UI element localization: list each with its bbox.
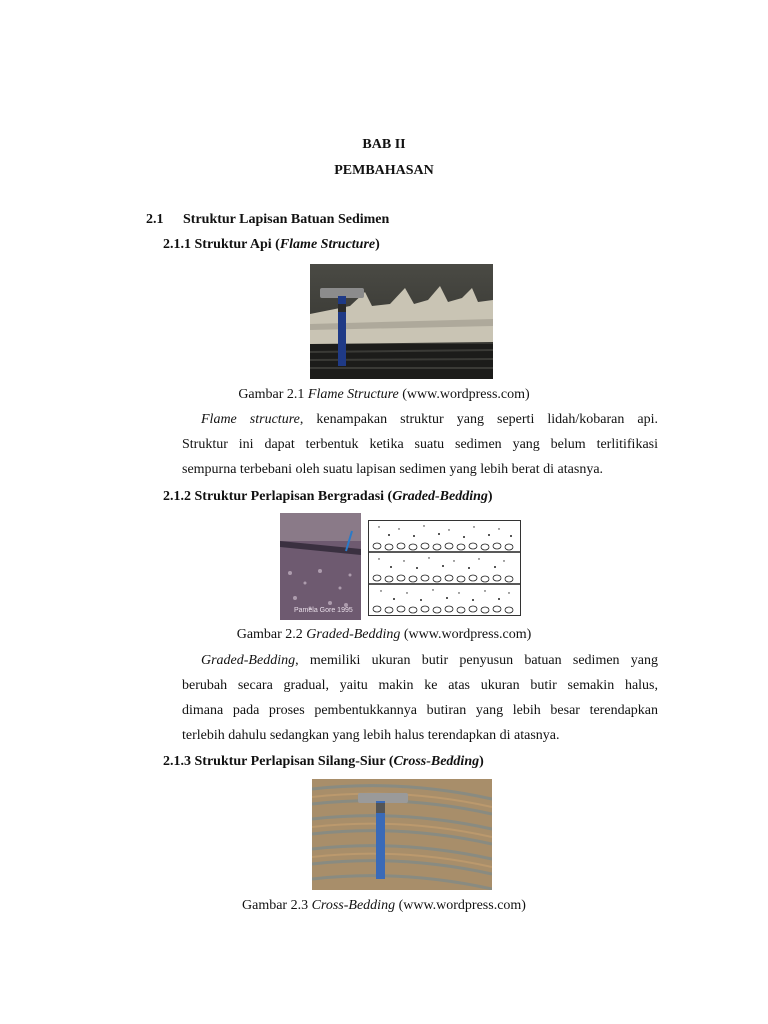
section-title: Struktur Lapisan Batuan Sedimen: [183, 212, 390, 227]
chapter-title: PEMBAHASAN: [334, 163, 434, 178]
section-heading: [146, 212, 389, 228]
flame-structure-photo: [310, 264, 493, 379]
photo-credit: Pamela Gore 1995: [294, 607, 353, 614]
figure-caption-2-3: Gambar 2.3 Cross-Bedding (www.wordpress.com): [242, 898, 526, 913]
paragraph-graded-line-2: berubah secara gradual, yaitu makin ke atas ukuran butir semakin halus,: [182, 678, 658, 693]
paragraph-graded-line-1: Graded-Bedding, memiliki ukuran butir penyusun batuan sedimen yang: [201, 653, 658, 668]
section-number: 2.1: [146, 212, 164, 227]
paragraph-graded-line-4: terlebih dahulu sedangkan yang lebih halus terendapkan di atasnya.: [182, 728, 560, 743]
chapter-label: BAB II: [362, 137, 406, 152]
cross-bedding-photo: [312, 779, 492, 890]
figure-caption-2-2: Gambar 2.2 Graded-Bedding (www.wordpress.com): [236, 627, 532, 642]
graded-bedding-photo: [280, 513, 361, 620]
paragraph-flame-line-2: Struktur ini dapat terbentuk ketika suatu sedimen yang belum terlitifikasi: [182, 437, 658, 452]
graded-bedding-diagram: [368, 520, 521, 616]
paragraph-flame-line-3: sempurna terbebani oleh suatu lapisan sedimen yang lebih berat di atasnya.: [182, 462, 604, 477]
paragraph-flame-line-1: Flame structure, kenampakan struktur yang seperti lidah/kobaran api.: [201, 412, 658, 427]
subsection-heading-cross: 2.1.3 Struktur Perlapisan Silang-Siur (Cross-Bedding): [163, 754, 484, 769]
paragraph-graded-line-3: dimana pada proses pembentukkannya butiran yang lebih besar terendapkan: [182, 703, 658, 718]
subsection-heading-flame: 2.1.1 Struktur Api (Flame Structure): [163, 237, 380, 252]
subsection-heading-graded: 2.1.2 Struktur Perlapisan Bergradasi (Graded-Bedding): [163, 489, 493, 504]
figure-caption-2-1: Gambar 2.1 Flame Structure (www.wordpress.com): [238, 387, 530, 402]
